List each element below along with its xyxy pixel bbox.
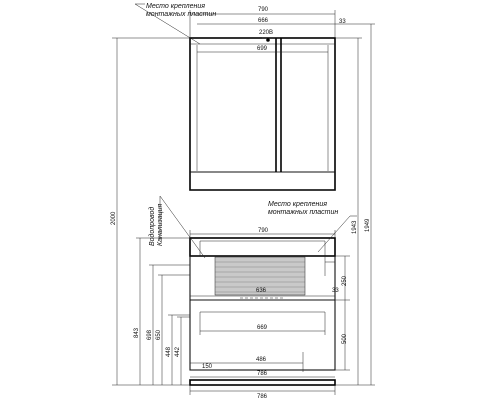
dim-vanity-inner: 669 [257, 325, 268, 331]
dim-height-2000: 2000 [111, 211, 117, 225]
dim-voltage: 220В [259, 30, 274, 36]
dim-base-786-b: 786 [257, 394, 268, 400]
dim-cabinet-width: 790 [258, 7, 269, 13]
note-mount-plates-mid-line1: Место крепления [268, 201, 328, 208]
dim-siphon-width: 636 [256, 288, 267, 294]
note-mount-plates-mid-line2: монтажных пластин [268, 209, 339, 216]
dim-cabinet-offset: 33 [339, 19, 346, 25]
right-height-dimensions [335, 24, 375, 385]
dim-cabinet-inner: 666 [258, 18, 269, 24]
dim-height-843: 843 [134, 327, 140, 338]
dim-height-698: 698 [147, 329, 153, 340]
dim-vanity-height-500: 500 [342, 333, 348, 344]
note-sewage: Канализация [157, 203, 164, 246]
dim-leg-150: 150 [202, 364, 213, 370]
dim-sink-height-250: 250 [342, 275, 348, 286]
dim-sink-width: 790 [258, 228, 269, 234]
dim-height-448: 448 [166, 346, 172, 357]
dim-leg-486: 486 [256, 357, 267, 363]
dim-base-786-a: 786 [257, 371, 268, 377]
note-mount-plates-top-line1: Место крепления [146, 3, 206, 10]
base-plate [190, 380, 335, 385]
dim-height-1943: 1943 [352, 220, 358, 234]
outlet-marker [266, 38, 270, 42]
dim-sink-offset-33: 33 [332, 288, 339, 294]
note-mount-plates-mid [268, 201, 357, 252]
note-mount-plates-top-line2: монтажных пластин [146, 11, 217, 18]
note-pipes [148, 196, 205, 258]
cabinet-outline [190, 38, 335, 190]
vanity-dimensions [190, 228, 350, 400]
dim-height-650: 650 [156, 329, 162, 340]
mirror-cabinet [190, 38, 335, 190]
sink-top [190, 238, 335, 256]
dim-cabinet-door-span: 699 [257, 46, 268, 52]
dim-height-442: 442 [175, 346, 181, 357]
dim-height-1949: 1949 [365, 218, 371, 232]
note-water-supply: Водопровод [149, 206, 156, 246]
